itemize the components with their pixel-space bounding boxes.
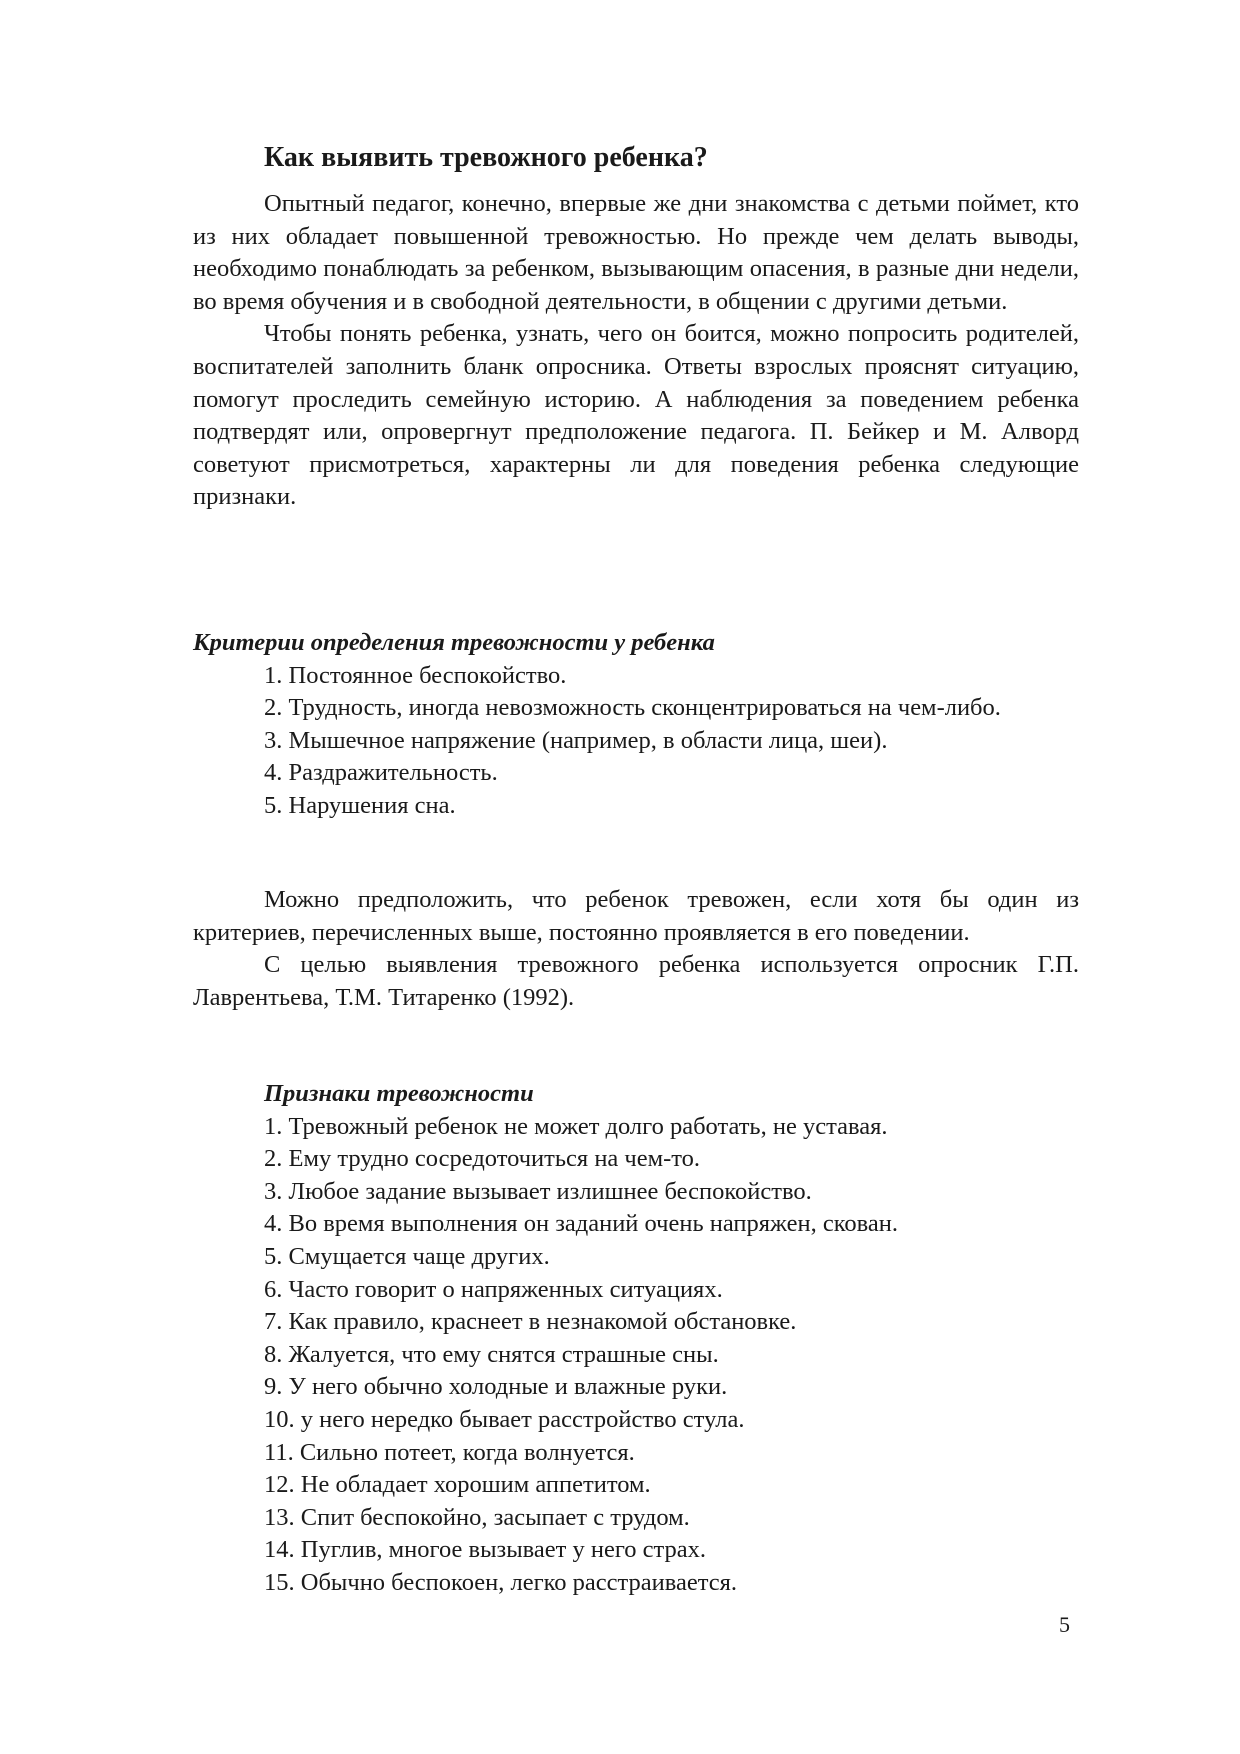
criteria-item: 1. Постоянное беспокойство. — [264, 661, 567, 689]
conclusion-section — [193, 884, 1079, 1014]
document-page — [193, 0, 1079, 1754]
signs-item: 12. Не обладает хорошим аппетитом. — [264, 1471, 651, 1499]
conclusion-paragraph-2: С целью выявления тревожного ребенка используется опросник Г.П. Лаврентьева, Т.М. Титаренко (1992). — [193, 951, 1079, 1011]
signs-item: 6. Часто говорит о напряженных ситуациях. — [264, 1275, 723, 1303]
signs-item: 11. Сильно потеет, когда волнуется. — [264, 1438, 635, 1466]
criteria-heading: Критерии определения тревожности у ребенка — [193, 629, 715, 656]
signs-item: 15. Обычно беспокоен, легко расстраивается. — [264, 1568, 738, 1596]
signs-item: 8. Жалуется, что ему снятся страшные сны. — [264, 1340, 719, 1368]
intro-paragraph-2: Чтобы понять ребенка, узнать, чего он боится, можно попросить родителей, воспитателей заполнить бланк опросника. Ответы взрослых прояснят ситуацию, помогут проследить семейную историю. А наблюдения за поведением ребенка подтвердят или, опровергнут предположение педагога. П. Бейкер и М. Алворд советуют присмотреться, характерны ли для поведения ребенка следующие признаки. — [193, 320, 1079, 511]
signs-item: 4. Во время выполнения он заданий очень напряжен, скован. — [264, 1210, 899, 1238]
signs-item: 1. Тревожный ребенок не может долго работать, не уставая. — [264, 1112, 888, 1140]
signs-section — [193, 1078, 1079, 1600]
signs-item: 9. У него обычно холодные и влажные руки. — [264, 1373, 728, 1401]
criteria-section — [193, 627, 1079, 823]
signs-item: 5. Смущается чаще других. — [264, 1242, 550, 1270]
criteria-item: 3. Мышечное напряжение (например, в области лица, шеи). — [264, 726, 888, 754]
criteria-item: 2. Трудность, иногда невозможность сконцентрироваться на чем-либо. — [264, 694, 1001, 722]
signs-item: 13. Спит беспокойно, засыпает с трудом. — [264, 1503, 690, 1531]
signs-item: 14. Пуглив, многое вызывает у него страх. — [264, 1536, 707, 1564]
page-title: Как выявить тревожного ребенка? — [264, 142, 708, 173]
page-number: 5 — [1059, 1612, 1070, 1637]
criteria-item: 5. Нарушения сна. — [264, 791, 456, 819]
signs-item: 7. Как правило, краснеет в незнакомой обстановке. — [264, 1308, 797, 1336]
signs-item: 10. у него нередко бывает расстройство стула. — [264, 1405, 745, 1433]
signs-list — [193, 1111, 1079, 1600]
conclusion-paragraph-1: Можно предположить, что ребенок тревожен, если хотя бы один из критериев, перечисленных выше, постоянно проявляется в его поведении. — [193, 886, 1079, 946]
intro-paragraph-1: Опытный педагог, конечно, впервые же дни знакомства с детьми поймет, кто из них обладает повышенной тревожностью. Но прежде чем делать выводы, необходимо понаблюдать за ребенком, вызывающим опасения, в разные дни недели, во время обучения и в свободной деятельности, в общении с другими детьми. — [193, 190, 1079, 315]
signs-item: 3. Любое задание вызывает излишнее беспокойство. — [264, 1177, 812, 1205]
criteria-list — [193, 660, 1079, 823]
signs-heading: Признаки тревожности — [264, 1080, 534, 1107]
signs-item: 2. Ему трудно сосредоточиться на чем-то. — [264, 1145, 701, 1173]
criteria-item: 4. Раздражительность. — [264, 759, 498, 787]
intro-section — [193, 188, 1079, 514]
